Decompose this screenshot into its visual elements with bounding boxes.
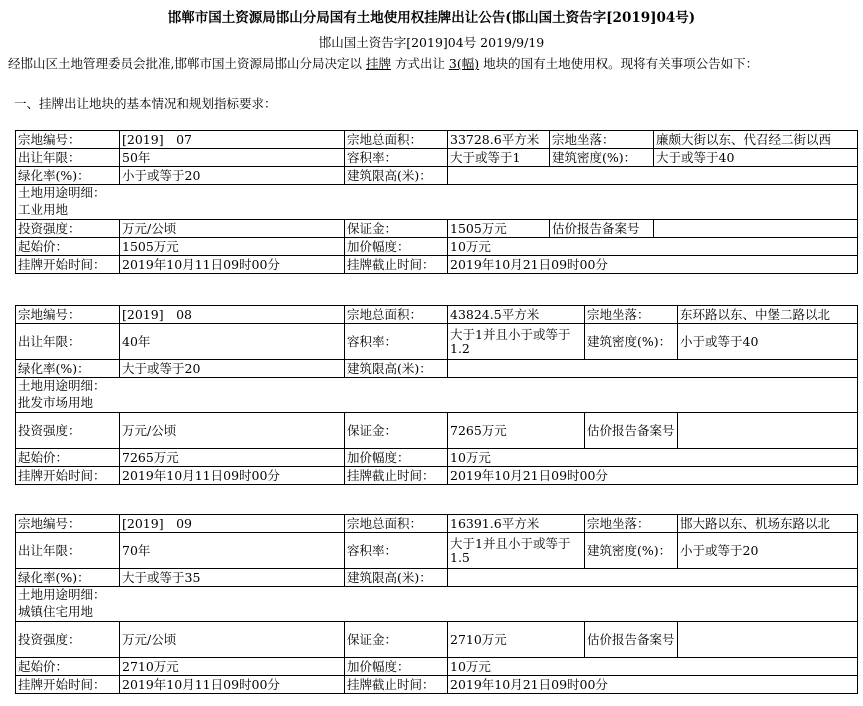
total-area: 43824.5平方米: [448, 306, 585, 324]
label-height-limit: 建筑限高(米)：: [345, 360, 448, 378]
far: 大于1并且小于或等于1.5: [448, 533, 585, 569]
listing-end: 2019年10月21日09时00分: [448, 256, 858, 274]
table-row: [16, 185, 858, 202]
label-far: 容积率：: [345, 324, 448, 360]
height-limit: [448, 569, 858, 587]
greening: 小于或等于20: [120, 167, 345, 185]
table-row: [16, 449, 858, 467]
parcel-no: [2019] 09: [120, 515, 345, 533]
label-far: 容积率：: [345, 533, 448, 569]
label-listing-end: 挂牌截止时间：: [345, 256, 448, 274]
label-total-area: 宗地总面积：: [345, 306, 448, 324]
appraisal-record: [678, 413, 858, 449]
label-appraisal-record: 估价报告备案号: [585, 413, 678, 449]
greening: 大于或等于35: [120, 569, 345, 587]
table-row: [16, 604, 858, 622]
label-density: 建筑密度(%)：: [585, 324, 678, 360]
label-start-price: 起始价：: [16, 238, 120, 256]
deposit: 7265万元: [448, 413, 585, 449]
label-land-use-detail: 土地用途明细：: [16, 185, 858, 202]
label-term: 出让年限：: [16, 324, 120, 360]
label-greening: 绿化率(%)：: [16, 167, 120, 185]
table-row: [16, 324, 858, 360]
label-listing-end: 挂牌截止时间：: [345, 467, 448, 485]
label-listing-end: 挂牌截止时间：: [345, 676, 448, 694]
deposit: 2710万元: [448, 622, 585, 658]
intro-prefix: 经邯山区土地管理委员会批准,邯郸市国土资源局邯山分局决定以: [8, 56, 366, 71]
investment-intensity: 万元/公顷: [120, 622, 345, 658]
label-start-price: 起始价：: [16, 449, 120, 467]
section-heading: 一、挂牌出让地块的基本情况和规划指标要求：: [14, 96, 277, 111]
intro-middle: 方式出让: [390, 56, 449, 71]
table-row: [16, 569, 858, 587]
label-deposit: 保证金：: [345, 622, 448, 658]
height-limit: [448, 360, 858, 378]
label-location: 宗地坐落：: [550, 131, 654, 149]
label-listing-start: 挂牌开始时间：: [16, 467, 120, 485]
label-land-use-detail: 土地用途明细：: [16, 587, 858, 604]
land-use: 城镇住宅用地: [16, 604, 858, 622]
far: 大于或等于1: [448, 149, 550, 167]
greening: 大于或等于20: [120, 360, 345, 378]
investment-intensity: 万元/公顷: [120, 220, 345, 238]
density: 小于或等于20: [678, 533, 858, 569]
density: 大于或等于40: [654, 149, 858, 167]
table-row: [16, 622, 858, 658]
parcel-no: [2019] 08: [120, 306, 345, 324]
appraisal-record: [654, 220, 858, 238]
table-row: [16, 360, 858, 378]
location: 东环路以东、中堡二路以北: [678, 306, 858, 324]
label-greening: 绿化率(%)：: [16, 360, 120, 378]
label-term: 出让年限：: [16, 149, 120, 167]
label-greening: 绿化率(%)：: [16, 569, 120, 587]
document-subtitle: 邯山国土资告字[2019]04号 2019/9/19: [318, 35, 545, 50]
listing-start: 2019年10月11日09时00分: [120, 467, 345, 485]
table-row: [16, 515, 858, 533]
table-row: [16, 587, 858, 604]
label-height-limit: 建筑限高(米)：: [345, 167, 448, 185]
height-limit: [448, 167, 858, 185]
label-listing-start: 挂牌开始时间：: [16, 256, 120, 274]
label-investment-intensity: 投资强度：: [16, 413, 120, 449]
label-total-area: 宗地总面积：: [345, 515, 448, 533]
land-use: 工业用地: [16, 202, 858, 220]
listing-start: 2019年10月11日09时00分: [120, 676, 345, 694]
label-land-use-detail: 土地用途明细：: [16, 378, 858, 395]
label-density: 建筑密度(%)：: [585, 533, 678, 569]
table-row: [16, 395, 858, 413]
label-location: 宗地坐落：: [585, 515, 678, 533]
far: 大于1并且小于或等于1.2: [448, 324, 585, 360]
parcel-no: [2019] 07: [120, 131, 345, 149]
intro-method: 挂牌: [365, 56, 391, 71]
listing-start: 2019年10月11日09时00分: [120, 256, 345, 274]
table-row: [16, 467, 858, 485]
intro-count: 3(幅): [448, 56, 480, 71]
label-appraisal-record: 估价报告备案号: [550, 220, 654, 238]
label-height-limit: 建筑限高(米)：: [345, 569, 448, 587]
parcel-table: [15, 305, 858, 485]
table-row: [16, 676, 858, 694]
label-increment: 加价幅度：: [345, 658, 448, 676]
intro-paragraph: [8, 54, 858, 72]
label-location: 宗地坐落：: [585, 306, 678, 324]
label-density: 建筑密度(%)：: [550, 149, 654, 167]
parcel-table: [15, 514, 858, 694]
table-row: [16, 413, 858, 449]
label-appraisal-record: 估价报告备案号: [585, 622, 678, 658]
table-row: [16, 378, 858, 395]
total-area: 16391.6平方米: [448, 515, 585, 533]
increment: 10万元: [448, 449, 858, 467]
label-deposit: 保证金：: [345, 220, 448, 238]
table-row: [16, 238, 858, 256]
investment-intensity: 万元/公顷: [120, 413, 345, 449]
density: 小于或等于40: [678, 324, 858, 360]
label-increment: 加价幅度：: [345, 238, 448, 256]
table-row: [16, 131, 858, 149]
label-listing-start: 挂牌开始时间：: [16, 676, 120, 694]
parcel-table: [15, 130, 858, 274]
label-term: 出让年限：: [16, 533, 120, 569]
term: 70年: [120, 533, 345, 569]
label-deposit: 保证金：: [345, 413, 448, 449]
table-row: [16, 658, 858, 676]
label-parcel-no: 宗地编号：: [16, 306, 120, 324]
listing-end: 2019年10月21日09时00分: [448, 467, 858, 485]
label-investment-intensity: 投资强度：: [16, 220, 120, 238]
table-row: [16, 533, 858, 569]
label-increment: 加价幅度：: [345, 449, 448, 467]
total-area: 33728.6平方米: [448, 131, 550, 149]
increment: 10万元: [448, 658, 858, 676]
label-investment-intensity: 投资强度：: [16, 622, 120, 658]
table-row: [16, 256, 858, 274]
table-row: [16, 306, 858, 324]
start-price: 1505万元: [120, 238, 345, 256]
deposit: 1505万元: [448, 220, 550, 238]
label-start-price: 起始价：: [16, 658, 120, 676]
land-use: 批发市场用地: [16, 395, 858, 413]
table-row: [16, 202, 858, 220]
start-price: 7265万元: [120, 449, 345, 467]
term: 40年: [120, 324, 345, 360]
table-row: [16, 220, 858, 238]
location: 廉颇大街以东、代召经二街以西: [654, 131, 858, 149]
term: 50年: [120, 149, 345, 167]
label-parcel-no: 宗地编号：: [16, 515, 120, 533]
increment: 10万元: [448, 238, 858, 256]
location: 邯大路以东、机场东路以北: [678, 515, 858, 533]
table-row: [16, 149, 858, 167]
label-parcel-no: 宗地编号：: [16, 131, 120, 149]
intro-suffix: 地块的国有土地使用权。现将有关事项公告如下：: [479, 56, 759, 71]
document-title: 邯郸市国土资源局邯山分局国有土地使用权挂牌出让公告(邯山国土资告字[2019]04号): [167, 10, 696, 26]
listing-end: 2019年10月21日09时00分: [448, 676, 858, 694]
table-row: [16, 167, 858, 185]
start-price: 2710万元: [120, 658, 345, 676]
label-total-area: 宗地总面积：: [345, 131, 448, 149]
label-far: 容积率：: [345, 149, 448, 167]
appraisal-record: [678, 622, 858, 658]
